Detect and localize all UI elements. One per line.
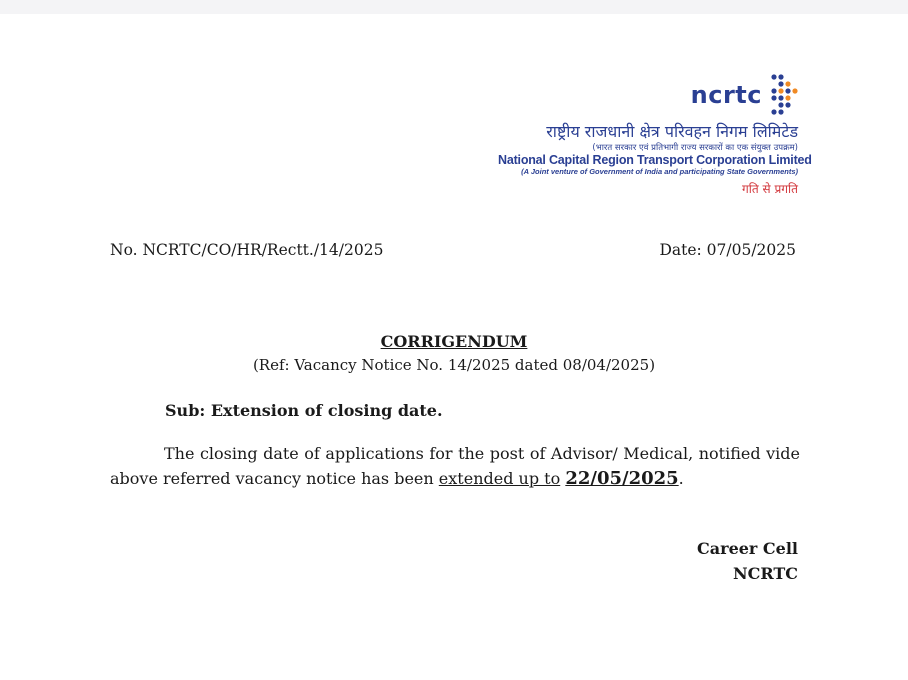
vacancy-notice-reference: (Ref: Vacancy Notice No. 14/2025 dated 08/04/2025) [252,356,656,374]
document-date: Date: 07/05/2025 [659,241,796,259]
body-paragraph [110,441,800,491]
reference-number: No. NCRTC/CO/HR/Rectt./14/2025 [110,241,384,259]
hindi-company-subtitle: (भारत सरकार एवं प्रतिभागी राज्य सरकारों का एक संयुक्त उपक्रम) [592,143,798,153]
ncrtc-dots-logo-icon [768,73,798,117]
brand-row [498,72,798,118]
signature-department: Career Cell [697,539,798,558]
company-tagline: गति से प्रगति [742,182,798,196]
top-band [0,0,908,14]
brand-logo-text: ncrtc [690,81,762,109]
body-end: . [678,469,684,488]
ncrtc-letterhead [498,72,812,197]
extended-text: extended up to [438,469,561,488]
hindi-company-name: राष्ट्रीय राजधानी क्षेत्र परिवहन निगम लिमिटेड [546,122,798,141]
english-company-subtitle: (A Joint venture of Government of India and participating State Governments) [521,167,798,176]
english-company-name: National Capital Region Transport Corporation Limited [498,153,812,167]
subject-line: Sub: Extension of closing date. [165,401,443,420]
extended-date: 22/05/2025 [565,468,679,489]
signature-block [697,536,798,586]
body-text: The closing date of applications for the post of Advisor/ Medical, notified vide above referred vacancy notice has been [110,444,800,488]
document-title: CORRIGENDUM [380,332,528,351]
signature-organization: NCRTC [732,564,798,583]
